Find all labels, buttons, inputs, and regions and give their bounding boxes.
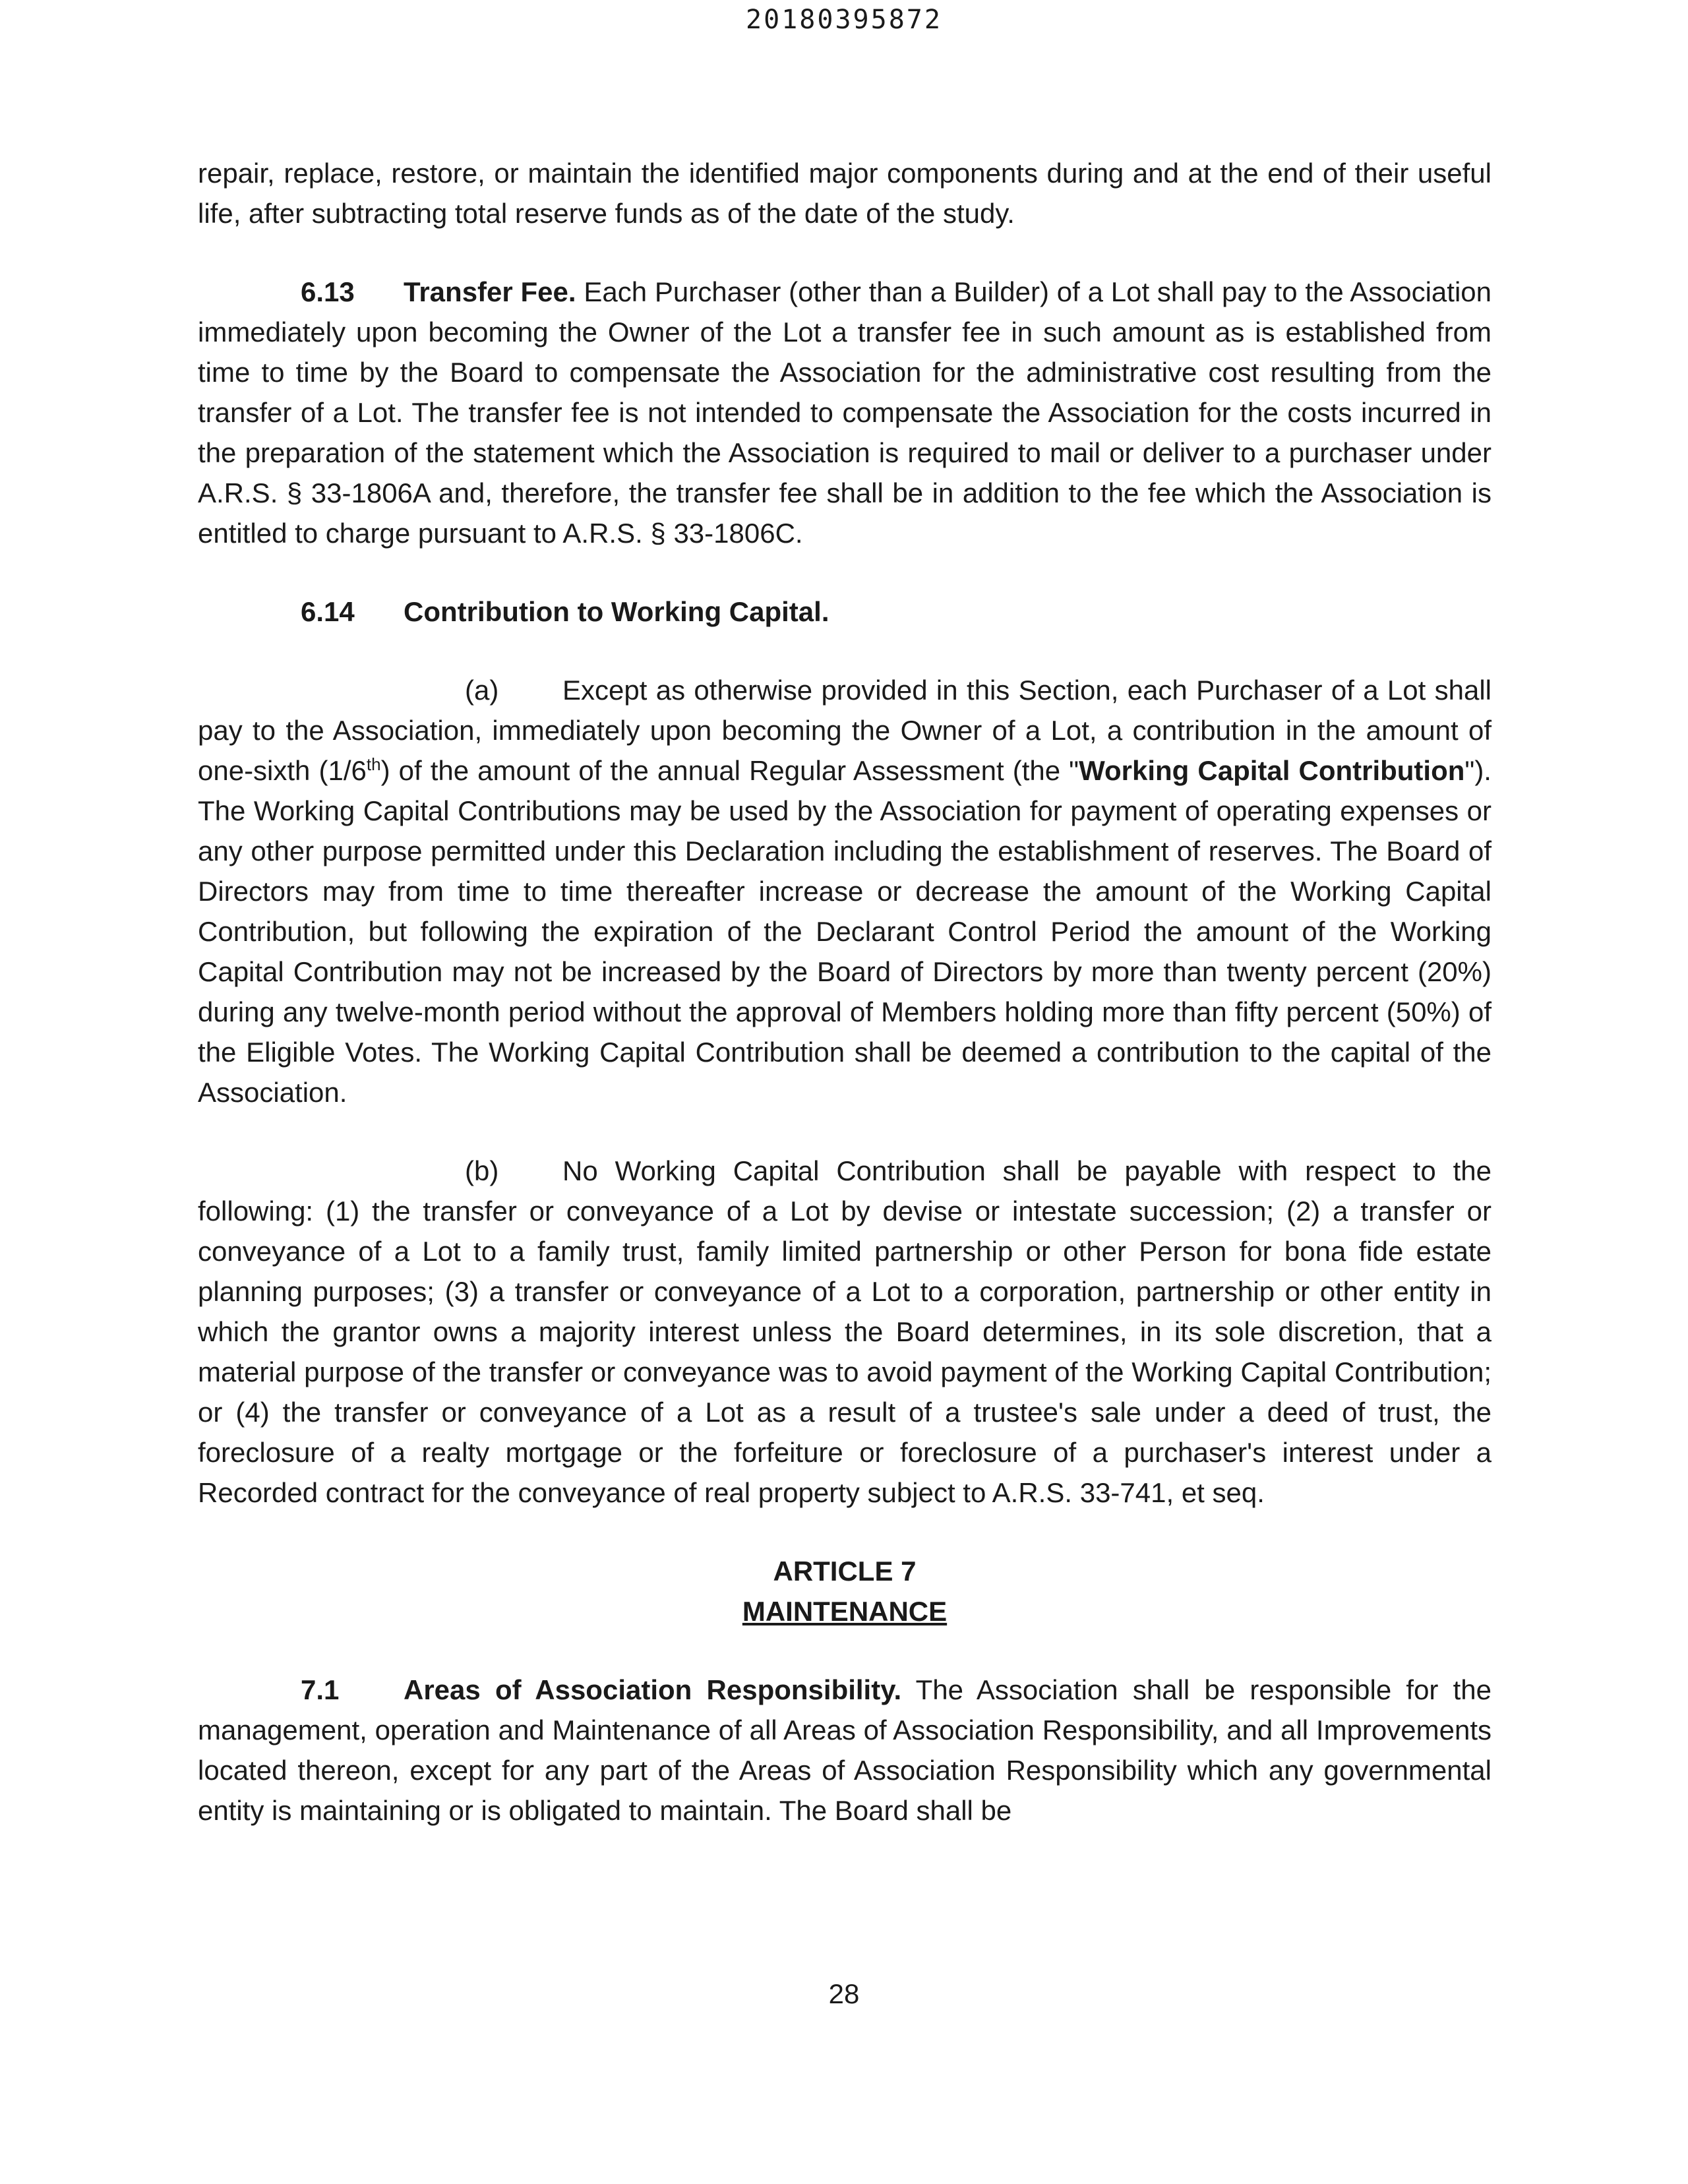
subsection-a-label: (a) (465, 675, 499, 706)
section-6-14-heading (198, 592, 1492, 632)
section-7-1-title: Areas of Association Responsibility. (404, 1674, 902, 1705)
section-6-13 (198, 272, 1492, 553)
section-6-14-title: Contribution to Working Capital. (404, 596, 829, 627)
page-number: 28 (828, 1978, 860, 2009)
article-7-number: ARTICLE 7 (773, 1556, 917, 1587)
section-7-1-number: 7.1 (301, 1674, 340, 1705)
section-6-13-title: Transfer Fee. (404, 276, 576, 307)
subsection-b-text: No Working Capital Contribution shall be payable with respect to the following: (1) the transfer or conveyance of a Lot by devise or intestate succession; (2) a transfer or conveyance of a Lot to a family trust, family limited partnership or other Person for bona fide estate planning purposes; (3) a transfer or conveyance of a Lot to a corporation, partnership or other entity in which the grantor owns a majority interest unless the Board determines, in its sole discretion, that a material purpose of the transfer or conveyance was to avoid payment of the Working Capital Contribution; or (4) the transfer or conveyance of a Lot as a result of a trustee's sale under a deed of trust, the foreclosure of a realty mortgage or the forfeiture or foreclosure of a purchaser's interest under a Recorded contract for the conveyance of real property subject to A.R.S. 33-741, et seq. (198, 1155, 1492, 1508)
section-7-1 (198, 1670, 1492, 1831)
subsection-b-label: (b) (465, 1155, 499, 1186)
defined-term-working-capital: Working Capital Contribution (1079, 755, 1465, 786)
subsection-a-text-2: ) of the amount of the annual Regular Assessment (the " (380, 755, 1079, 786)
section-6-14-a (198, 670, 1492, 1112)
article-7-heading (198, 1551, 1492, 1631)
subsection-a-text-3: "). The Working Capital Contributions may be used by the Association for payment of operating expenses or any other purpose permitted under this Declaration including the establishment of reserves. The Board of Directors may from time to time thereafter increase or decrease the amount of the Working Capital Contribution, but following the expiration of the Declarant Control Period the amount of the Working Capital Contribution may not be increased by the Board of Directors by more than twenty percent (20%) during any twelve-month period without the approval of Members holding more than fifty percent (50%) of the Eligible Votes. The Working Capital Contribution shall be deemed a contribution to the capital of the Association. (198, 755, 1492, 1108)
document-number: 20180395872 (746, 5, 942, 35)
subsection-a-superscript: th (366, 754, 381, 774)
section-7-1-text: The Association shall be responsible for the management, operation and Maintenance of all Areas of Association Responsibility, and all Improvements located thereon, except for any part of the Areas of Association Responsibility which any governmental entity is maintaining or is obligated to maintain. The Board shall be (198, 1674, 1492, 1826)
section-6-13-text: Each Purchaser (other than a Builder) of a Lot shall pay to the Association immediately upon becoming the Owner of the Lot a transfer fee in such amount as is established from time to time by the Board to compensate the Association for the administrative cost resulting from the transfer of a Lot. The transfer fee is not intended to compensate the Association for the costs incurred in the preparation of the statement which the Association is required to mail or deliver to a purchaser under A.R.S. § 33-1806A and, therefore, the transfer fee shall be in addition to the fee which the Association is entitled to charge pursuant to A.R.S. § 33-1806C. (198, 276, 1492, 549)
section-6-13-number: 6.13 (301, 276, 355, 307)
document-body (198, 153, 1492, 1831)
section-6-14-b (198, 1151, 1492, 1513)
section-6-14-number: 6.14 (301, 596, 355, 627)
article-7-title: MAINTENANCE (742, 1596, 948, 1627)
subsection-a-text-1: Except as otherwise provided in this Section, each Purchaser of a Lot shall pay to the Association, immediately upon becoming the Owner of a Lot, a contribution in the amount of one-sixth (1/6 (198, 675, 1492, 786)
continuation-paragraph: repair, replace, restore, or maintain the identified major components during and at the end of their useful life, after subtracting total reserve funds as of the date of the study. (198, 158, 1492, 229)
